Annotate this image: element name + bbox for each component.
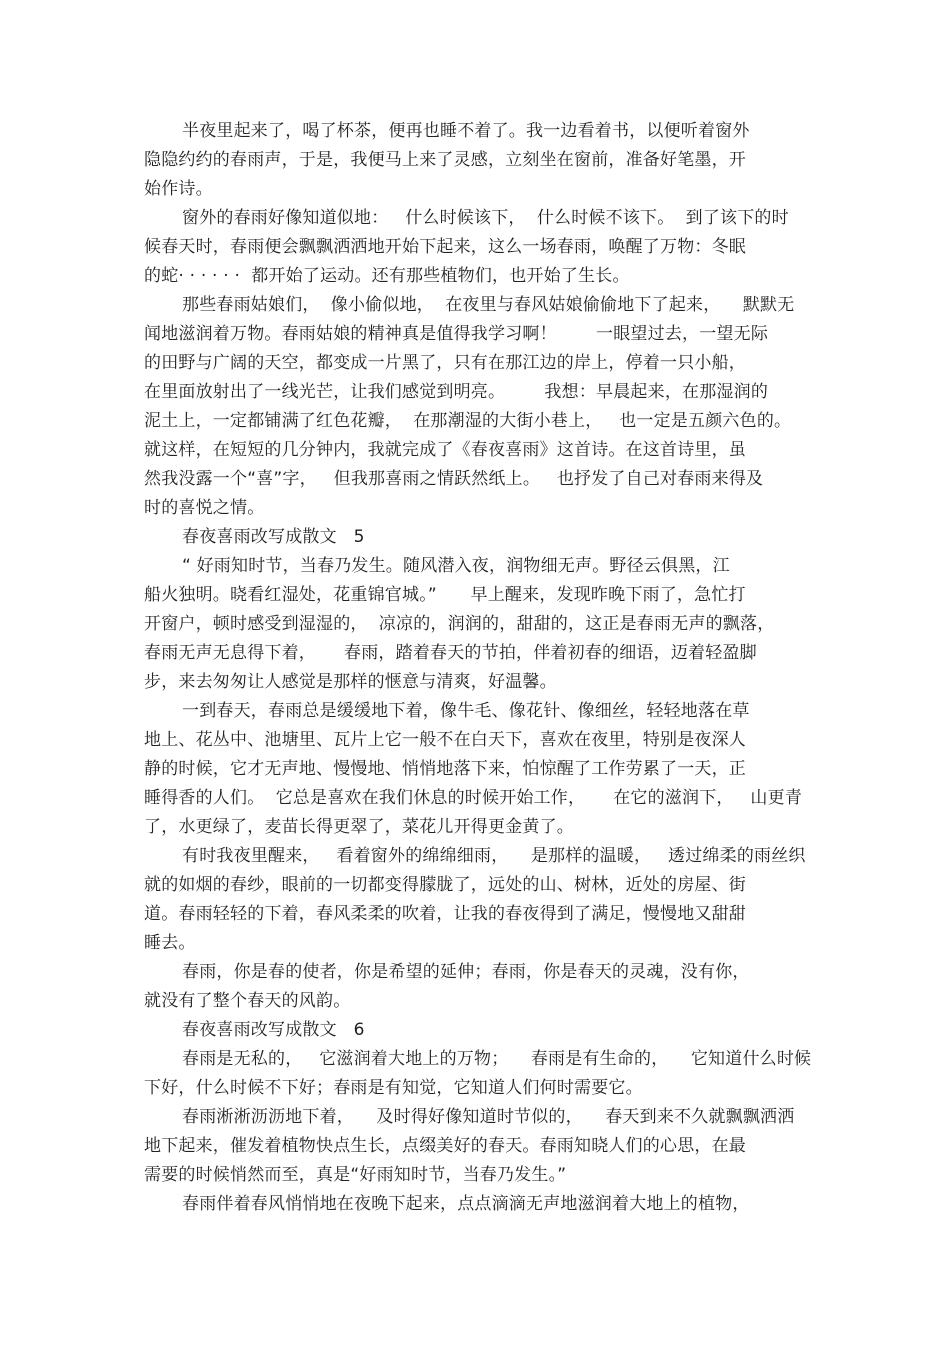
text-line: 需要的时候悄然而至，真是“好雨知时节，当春乃发生。” [144, 1165, 567, 1185]
text-line: 就这样，在短短的几分钟内，我就完成了《春夜喜雨》这首诗。在这首诗里，虽 [144, 440, 746, 460]
text-line: 隐隐约约的春雨声，于是，我便马上来了灵感，立刻坐在窗前，准备好笔墨，开 [144, 150, 746, 170]
text-line: 春雨，你是春的使者，你是希望的延伸；春雨，你是春天的灵魂，没有你， [182, 962, 750, 982]
text-line: 道。春雨轻轻的下着，春风柔柔的吹着，让我的春夜得到了满足，慢慢地又甜甜 [144, 904, 746, 924]
text-line: 半夜里起来了，喝了杯茶，便再也睡不着了。我一边看着书，以便听着窗外 [182, 121, 750, 141]
text-line: 船火独明。晓看红湿处，花重锦官城。” 早上醒来，发现昨晚下雨了，急忙打 [144, 585, 746, 605]
text-line: 的蛇· · · · · · 都开始了运动。还有那些植物们，也开始了生长。 [144, 266, 630, 286]
text-line: 泥土上，一定都铺满了红色花瓣， 在那潮湿的大街小巷上， 也一定是五颜六色的。 [144, 411, 792, 431]
text-line: 地上、花丛中、池塘里、瓦片上它一般不在白天下，喜欢在夜里，特别是夜深人 [144, 730, 746, 750]
section-heading: 春夜喜雨改写成散文 6 [182, 1020, 365, 1040]
text-line: 那些春雨姑娘们， 像小偷似地， 在夜里与春风姑娘偷偷地下了起来， 默默无 [182, 295, 795, 315]
text-line: 睡去。 [144, 933, 196, 953]
text-line: 有时我夜里醒来， 看着窗外的绵绵细雨， 是那样的温暖， 透过绵柔的雨丝织 [182, 846, 806, 866]
text-line: 一到春天，春雨总是缓缓地下着，像牛毛、像花针、像细丝，轻轻地落在草 [182, 701, 750, 721]
text-line: 春雨无声无息得下着， 春雨，踏着春天的节拍，伴着初春的细语，迈着轻盈脚 [144, 643, 757, 663]
text-line: 始作诗。 [144, 179, 213, 199]
text-line: 窗外的春雨好像知道似地： 什么时候该下， 什么时候不该下。 到了该下的时 [182, 208, 789, 228]
text-line: 就的如烟的春纱，眼前的一切都变得朦胧了，远处的山、树林，近处的房屋、街 [144, 875, 746, 895]
text-line: 睡得香的人们。 它总是喜欢在我们休息的时候开始工作， 在它的滋润下， 山更青 [144, 788, 803, 808]
text-line: 闻地滋润着万物。春雨姑娘的精神真是值得我学习啊！ 一眼望过去，一望无际 [144, 324, 769, 344]
text-line: 开窗户，顿时感受到湿湿的， 凉凉的，润润的，甜甜的，这正是春雨无声的飘落， [144, 614, 775, 634]
text-line: 的田野与广阔的天空，都变成一片黑了，只有在那江边的岸上，停着一只小船， [144, 353, 746, 373]
text-line: 了，水更绿了，麦苗长得更翠了，菜花儿开得更金黄了。 [144, 817, 574, 837]
text-line: “ 好雨知时节，当春乃发生。随风潜入夜，润物细无声。野径云俱黑，江 [182, 556, 730, 576]
text-line: 候春天时，春雨便会飘飘洒洒地开始下起来，这么一场春雨，唤醒了万物：冬眠 [144, 237, 746, 257]
text-line: 春雨伴着春风悄悄地在夜晚下起来，点点滴滴无声地滋润着大地上的植物， [182, 1194, 750, 1214]
text-line: 在里面放射出了一线光芒，让我们感觉到明亮。 我想：早晨起来，在那湿润的 [144, 382, 769, 402]
text-line: 春雨淅淅沥沥地下着， 及时得好像知道时节似的， 春天到来不久就飘飘洒洒 [182, 1107, 795, 1127]
text-line: 下好，什么时候不下好；春雨是有知觉，它知道人们何时需要它。 [144, 1078, 643, 1098]
text-line: 春雨是无私的， 它滋润着大地上的万物； 春雨是有生命的， 它知道什么时候 [182, 1049, 812, 1069]
text-line: 然我没露一个“喜”字， 但我那喜雨之情跃然纸上。 也抒发了自己对春雨来得及 [144, 469, 764, 489]
text-line: 时的喜悦之情。 [144, 498, 265, 518]
text-line: 静的时候，它才无声地、慢慢地、悄悄地落下来，怕惊醒了工作劳累了一天，正 [144, 759, 746, 779]
text-line: 就没有了整个春天的风韵。 [144, 991, 351, 1011]
text-line: 地下起来，催发着植物快点生长，点缀美好的春天。春雨知晓人们的心思，在最 [144, 1136, 746, 1156]
section-heading: 春夜喜雨改写成散文 5 [182, 527, 365, 547]
text-line: 步，来去匆匆让人感觉是那样的惬意与清爽，好温馨。 [144, 672, 557, 692]
